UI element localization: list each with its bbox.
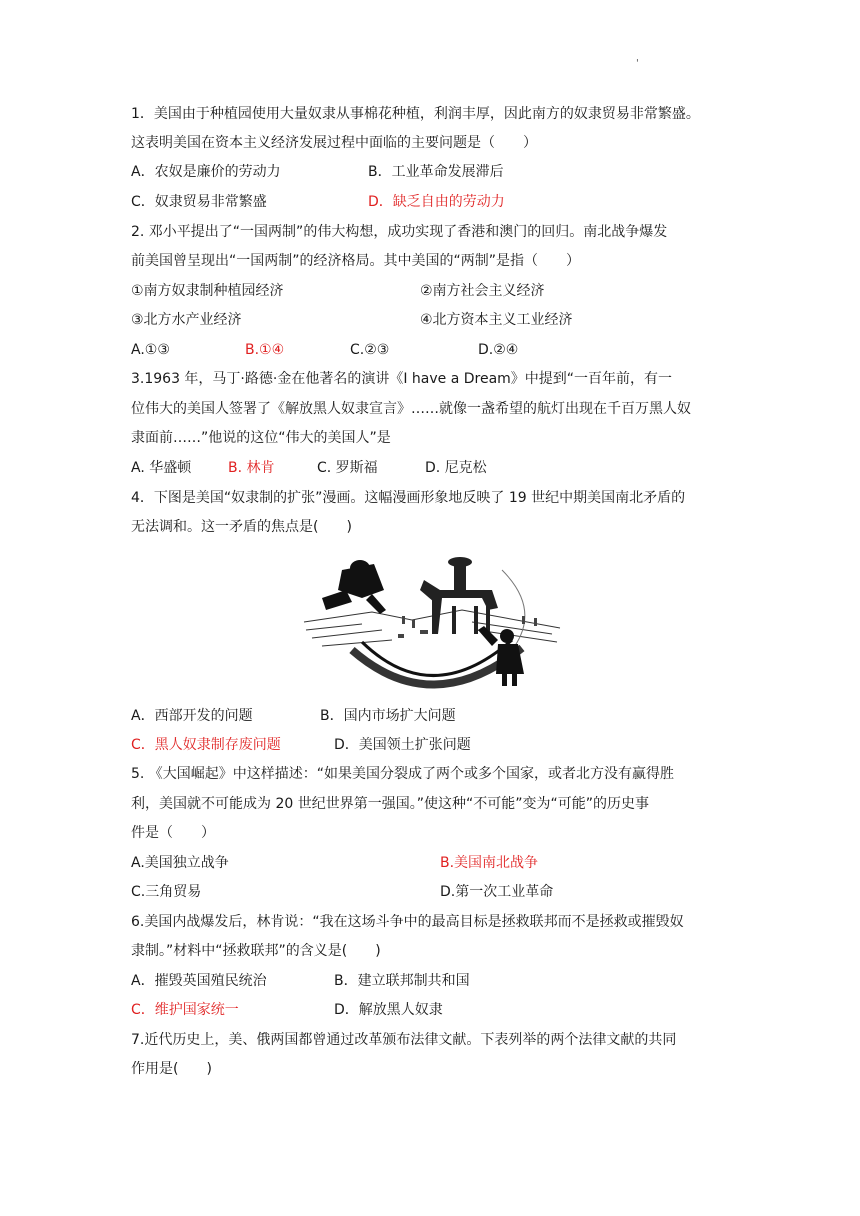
q3-stem-line-1: 3.1963 年，马丁·路德·金在他著名的演讲《I have a Dream》中提到“一百年前，有一 (131, 371, 673, 387)
q5-option-a: A.美国独立战争 (131, 855, 229, 871)
q2-option-a: A.①③ (131, 342, 170, 358)
q2-item-3: ③北方水产业经济 (131, 312, 242, 328)
q5-stem-line-1: 5. 《大国崛起》中这样描述：“如果美国分裂成了两个或多个国家，或者北方没有赢得胜 (131, 766, 675, 782)
q2-item-1: ①南方奴隶制种植园经济 (131, 283, 284, 299)
q1-option-a: A．农奴是廉价的劳动力 (131, 164, 281, 180)
q3-stem-line-3: 隶面前……”他说的这位“伟大的美国人”是 (131, 430, 391, 446)
q6-option-a: A．摧毁英国殖民统治 (131, 973, 267, 989)
q4-option-a: A．西部开发的问题 (131, 708, 253, 724)
q4-stem-line-1: 4．下图是美国“奴隶制的扩张”漫画。这幅漫画形象地反映了 19 世纪中期美国南北矛盾的 (131, 490, 686, 506)
q5-stem-line-2: 利，美国就不可能成为 20 世纪世界第一强国。”使这种“不可能”变为“可能”的历史事 (131, 796, 649, 812)
q5-option-c: C.三角贸易 (131, 884, 202, 900)
q1-stem-line-1: 1．美国由于种植园使用大量奴隶从事棉花种植，利润丰厚，因此南方的奴隶贸易非常繁盛。 (131, 106, 700, 122)
q6-option-b: B．建立联邦制共和国 (334, 973, 470, 989)
q3-stem-line-2: 位伟大的美国人签署了《解放黑人奴隶宣言》……就像一盏希望的航灯出现在千百万黑人奴 (131, 401, 691, 417)
slavery-expansion-cartoon-image (302, 550, 562, 690)
q2-option-c: C.②③ (350, 342, 390, 358)
q2-item-4: ④北方资本主义工业经济 (420, 312, 573, 328)
q1-option-b: B．工业革命发展滞后 (368, 164, 504, 180)
q5-option-d: D.第一次工业革命 (440, 884, 554, 900)
q2-option-d: D.②④ (478, 342, 519, 358)
q6-stem-line-2: 隶制。”材料中“拯救联邦”的含义是( ) (131, 943, 381, 959)
q5-stem-line-3: 件是（ ） (131, 825, 215, 841)
q4-option-c-answer: C．黑人奴隶制存废问题 (131, 737, 281, 753)
q2-option-b-answer: B.①④ (245, 342, 285, 358)
q3-option-c: C. 罗斯福 (317, 460, 378, 476)
q3-option-b-answer: B. 林肯 (228, 460, 275, 476)
q1-option-d-answer: D．缺乏自由的劳动力 (368, 194, 505, 210)
q2-stem-line-1: 2. 邓小平提出了“一国两制”的伟大构想，成功实现了香港和澳门的回归。南北战争爆发 (131, 224, 668, 240)
q6-option-c-answer: C．维护国家统一 (131, 1002, 239, 1018)
q5-option-b-answer: B.美国南北战争 (440, 855, 539, 871)
q3-option-d: D. 尼克松 (425, 460, 487, 476)
q4-stem-line-2: 无法调和。这一矛盾的焦点是( ) (131, 519, 352, 535)
q1-option-c: C．奴隶贸易非常繁盛 (131, 194, 267, 210)
q3-option-a: A. 华盛顿 (131, 460, 192, 476)
q2-item-2: ②南方社会主义经济 (420, 283, 545, 299)
q1-stem-line-2: 这表明美国在资本主义经济发展过程中面临的主要问题是（ ） (131, 135, 537, 151)
q2-stem-line-2: 前美国曾呈现出“一国两制”的经济格局。其中美国的“两制”是指（ ） (131, 253, 581, 269)
q7-stem-line-1: 7.近代历史上，美、俄两国都曾通过改革颁布法律文献。下表列举的两个法律文献的共同 (131, 1032, 677, 1048)
header-mark: ' (636, 58, 639, 69)
q6-option-d: D．解放黑人奴隶 (334, 1002, 443, 1018)
q7-stem-line-2: 作用是( ) (131, 1061, 212, 1077)
q4-option-b: B．国内市场扩大问题 (320, 708, 456, 724)
q6-stem-line-1: 6.美国内战爆发后，林肯说：“我在这场斗争中的最高目标是拯救联邦而不是拯救或摧毁奴 (131, 914, 684, 930)
q4-option-d: D．美国领土扩张问题 (334, 737, 471, 753)
